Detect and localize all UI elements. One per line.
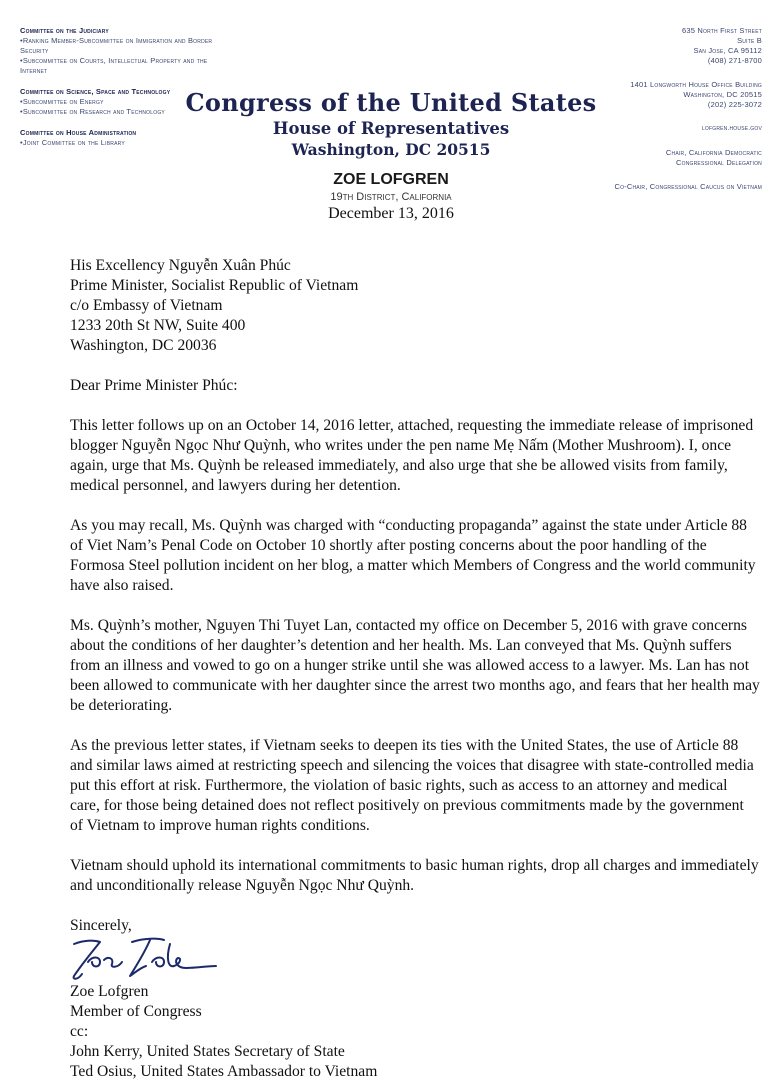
role-line: Congressional Delegation	[676, 158, 762, 167]
letter-body	[70, 256, 760, 1082]
paragraph: Ms. Quỳnh’s mother, Nguyen Thi Tuyet Lan, contacted my office on December 5, 2016 with grave concerns about the conditions of her daughter’s detention and her health. Ms. Lan conveyed that Ms. Quỳnh suffers from an illness and vowed to go on a hunger strike until she was allowed access to a lawyer. Ms. Lan has not been allowed to communicate with her daughter since the arrest two months ago, and fears that her health may be deteriorating.	[70, 617, 760, 714]
subcommittee: •Joint Committee on the Library	[20, 138, 125, 147]
recipient-address	[70, 256, 760, 356]
signer-title: Member of Congress	[70, 1003, 202, 1020]
letterhead-chamber: House of Representatives	[272, 119, 510, 138]
address-line: His Excellency Nguyễn Xuân Phúc	[70, 257, 291, 274]
address-line: Prime Minister, Socialist Republic of Vietnam	[70, 277, 359, 294]
address-line: Suite B	[737, 36, 762, 45]
letterhead-center	[0, 88, 782, 224]
phone-number: (408) 271-8700	[707, 56, 762, 65]
phone-number: (202) 225-3072	[707, 100, 762, 109]
address-line: 635 North First Street	[681, 26, 762, 35]
address-line: Washington, DC 20036	[70, 337, 217, 354]
subcommittee: •Subcommittee on Research and Technology	[20, 107, 165, 116]
paragraph: This letter follows up on an October 14, 2016 letter, attached, requesting the immediate release of imprisoned blogger Nguyễn Ngọc Như Quỳnh, who writes under the pen name Mẹ Nấm (Mother Mushroom). I, once again, urge that Ms. Quỳnh be released immediately, and also urge that she be allowed visits from family, medical personnel, and lawyers during her detention.	[70, 417, 754, 494]
signer-name: Zoe Lofgren	[70, 983, 149, 1000]
role-line: Chair, California Democratic	[665, 148, 762, 157]
signature	[70, 936, 760, 982]
subcommittee: •Ranking Member-Subcommittee on Immigration and Border Security	[20, 36, 213, 55]
address-line: c/o Embassy of Vietnam	[70, 297, 223, 314]
cc-recipient: John Kerry, United States Secretary of State	[70, 1043, 345, 1060]
address-line: 1401 Longworth House Office Building	[630, 80, 762, 89]
salutation: Dear Prime Minister Phúc:	[70, 377, 238, 394]
cc-recipient: Ted Osius, United States Ambassador to Vietnam	[70, 1063, 378, 1080]
member-name: ZOE LOFGREN	[333, 171, 449, 188]
cc-label: cc:	[70, 1023, 89, 1040]
letterhead-title: Congress of the United States	[185, 88, 597, 117]
paragraph: As you may recall, Ms. Quỳnh was charged with “conducting propaganda” against the state under Article 88 of Viet Nam’s Penal Code on October 10 shortly after posting concerns about the poor handling of the Formosa Steel pollution incident on her blog, a matter which Members of Congress and the world community have also raised.	[70, 517, 756, 594]
committee-group	[20, 26, 220, 76]
district-office	[542, 26, 762, 66]
subcommittee: •Subcommittee on Courts, Intellectual Property and the Internet	[20, 56, 208, 75]
address-line: 1233 20th St NW, Suite 400	[70, 317, 246, 334]
member-district: 19th District, California	[330, 191, 452, 203]
committee-name: Committee on House Administration	[20, 128, 137, 137]
paragraph: Vietnam should uphold its international commitments to basic human rights, drop all charges and immediately and unconditionally release Nguyễn Ngọc Như Quỳnh.	[70, 857, 759, 894]
address-line: San Jose, CA 95112	[693, 46, 762, 55]
paragraph: As the previous letter states, if Vietnam seeks to deepen its ties with the United States, the use of Article 88 and similar laws aimed at restricting speech and silencing the voices that disagree with state-controlled media put this effort at risk. Furthermore, the violation of basic rights, such as access to an attorney and medical care, for those being detained does not reflect positively on previous commitments made by the government of Vietnam to improve human rights conditions.	[70, 737, 754, 834]
committee-name: Committee on Science, Space and Technology	[20, 87, 171, 96]
handwritten-signature-icon	[70, 936, 220, 982]
website-url: lofgren.house.gov	[701, 125, 762, 132]
letterhead-city: Washington, DC 20515	[291, 140, 491, 159]
address-line: Washington, DC 20515	[683, 90, 762, 99]
letter-date: December 13, 2016	[328, 205, 454, 222]
subcommittee: •Subcommittee on Energy	[20, 97, 104, 106]
closing: Sincerely,	[70, 917, 132, 934]
committee-name: Committee on the Judiciary	[20, 26, 109, 35]
role-line: Co-Chair, Congressional Caucus on Vietnam	[614, 182, 762, 191]
